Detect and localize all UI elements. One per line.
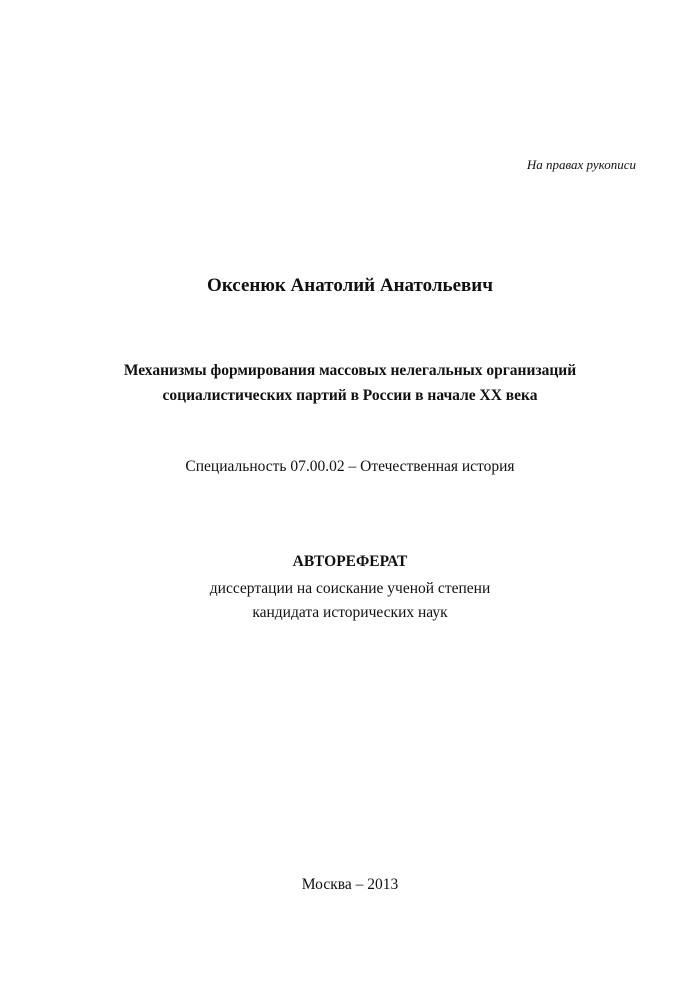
abstract-description-line: кандидата исторических наук	[252, 604, 448, 621]
abstract-heading: АВТОРЕФЕРАТ	[292, 553, 408, 570]
abstract-description-line: диссертации на соискание ученой степени	[209, 580, 491, 597]
place-year: Москва – 2013	[301, 876, 399, 893]
abstract-description	[0, 577, 700, 625]
author-name: Оксенюк Анатолий Анатольевич	[207, 275, 493, 296]
thesis-title-line: Механизмы формирования массовых нелегальных организаций	[123, 362, 577, 379]
thesis-title-line: социалистических партий в России в начале XX века	[162, 387, 538, 404]
manuscript-note: На правах рукописи	[526, 157, 636, 172]
thesis-title	[0, 358, 700, 408]
specialty-line: Специальность 07.00.02 – Отечественная история	[185, 458, 515, 475]
